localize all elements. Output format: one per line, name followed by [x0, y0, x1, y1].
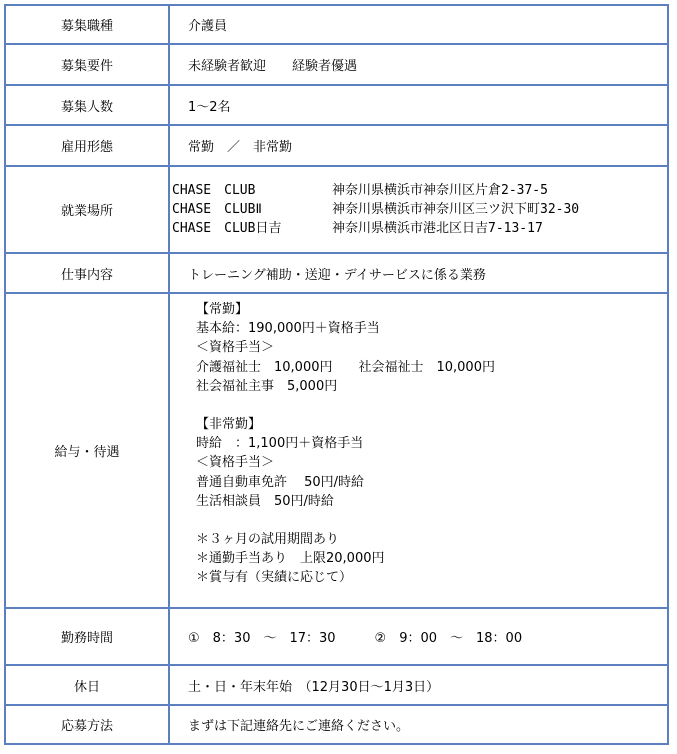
holidays-label: 休日 [5, 665, 169, 705]
parttime-allowance-line: 普通自動車免許 50円/時給 [196, 474, 365, 490]
job-type-label: 募集職種 [5, 5, 169, 44]
row-hours [5, 608, 668, 665]
fulltime-allowance-line: 介護福祉士 10,000円 社会福祉士 10,000円 [196, 359, 495, 375]
row-apply [5, 705, 668, 744]
holidays-value: 土・日・年末年始 （12月30日～1月3日） [169, 665, 668, 705]
row-requirements [5, 44, 668, 85]
apply-value: まずは下記連絡先にご連絡ください。 [169, 705, 668, 744]
location-address: 神奈川県横浜市神奈川区片倉2-37-5 [332, 183, 548, 198]
work-value: トレーニング補助・送迎・デイサービスに係る業務 [169, 253, 668, 293]
requirements-label: 募集要件 [5, 44, 169, 85]
parttime-heading: 【非常勤】 [196, 417, 262, 433]
apply-label: 応募方法 [5, 705, 169, 744]
headcount-label: 募集人数 [5, 85, 169, 125]
fulltime-allowance-line: 社会福祉主事 5,000円 [196, 378, 338, 394]
parttime-base-pay: 時給 ：1,100円＋資格手当 [196, 436, 364, 452]
location-list [169, 166, 668, 253]
employment-label: 雇用形態 [5, 125, 169, 166]
location-entry [170, 181, 667, 200]
row-work [5, 253, 668, 293]
location-name: CHASE CLUB [172, 183, 256, 198]
requirements-value: 未経験者歓迎 経験者優遇 [169, 44, 668, 85]
fulltime-allowance-heading: ＜資格手当＞ [196, 340, 275, 356]
location-name: CHASE CLUB日吉 [172, 221, 282, 236]
location-address: 神奈川県横浜市港北区日吉7-13-17 [332, 221, 543, 236]
row-location [5, 166, 668, 253]
parttime-allowance-line: 生活相談員 50円/時給 [196, 493, 334, 509]
location-address: 神奈川県横浜市神奈川区三ツ沢下町32-30 [332, 202, 580, 217]
spacer [196, 511, 667, 530]
spacer [196, 396, 667, 415]
note-bonus: ＊賞与有（実績に応じて） [196, 570, 353, 586]
row-headcount [5, 85, 668, 125]
row-holidays [5, 665, 668, 705]
job-listing-table [4, 4, 669, 745]
pay-label: 給与・待遇 [5, 293, 169, 608]
hours-value: ① 8：30 ～ 17：30 ② 9：00 ～ 18：00 [169, 608, 668, 665]
location-name: CHASE CLUBⅡ [172, 202, 262, 217]
employment-value: 常勤 ／ 非常勤 [169, 125, 668, 166]
row-pay [5, 293, 668, 608]
row-employment [5, 125, 668, 166]
parttime-allowance-heading: ＜資格手当＞ [196, 455, 275, 471]
work-label: 仕事内容 [5, 253, 169, 293]
row-job-type [5, 5, 668, 44]
fulltime-heading: 【常勤】 [196, 302, 249, 317]
location-entry [170, 200, 667, 219]
note-trial-period: ＊３ヶ月の試用期間あり [196, 532, 340, 548]
pay-details [169, 293, 668, 608]
location-label: 就業場所 [5, 166, 169, 253]
fulltime-base-pay: 基本給：190,000円＋資格手当 [196, 321, 380, 337]
hours-label: 勤務時間 [5, 608, 169, 665]
headcount-value: 1～2名 [169, 85, 668, 125]
note-commute-allowance: ＊通勤手当あり 上限20,000円 [196, 551, 385, 567]
location-entry [170, 219, 667, 238]
job-type-value: 介護員 [169, 5, 668, 44]
